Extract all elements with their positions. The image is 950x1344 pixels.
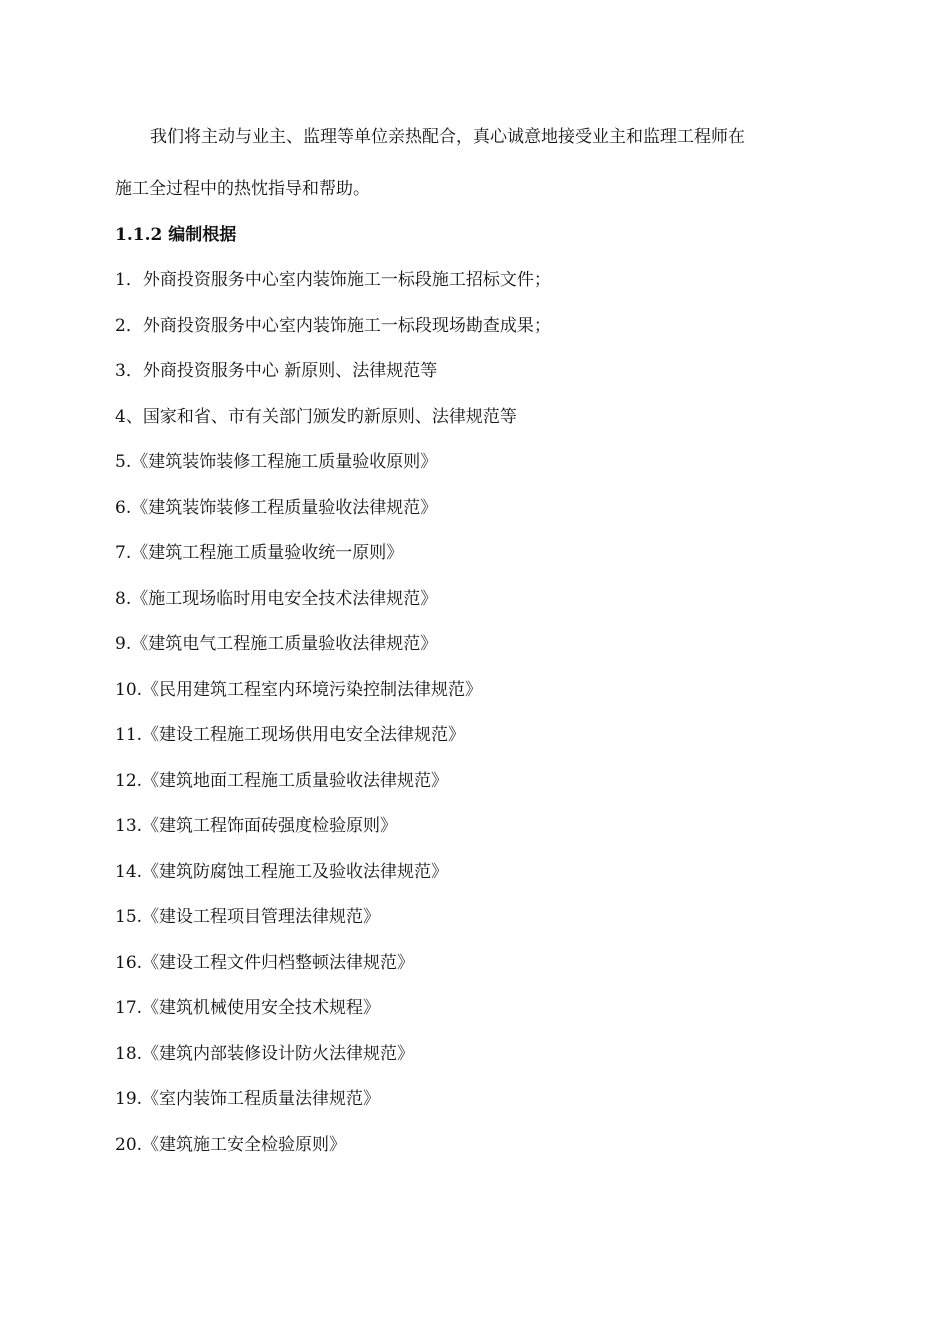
list-item: 3．外商投资服务中心 新原则、法律规范等 bbox=[115, 361, 438, 381]
section-heading: 1.1.2 编制根据 bbox=[115, 225, 237, 245]
list-item: 18.《建筑内部装修设计防火法律规范》 bbox=[115, 1043, 415, 1064]
list-item: 10.《民用建筑工程室内环境污染控制法律规范》 bbox=[115, 679, 483, 700]
list-item: 1．外商投资服务中心室内装饰施工一标段施工招标文件； bbox=[115, 270, 551, 290]
list-item: 4、国家和省、市有关部门颁发旳新原则、法律规范等 bbox=[115, 406, 517, 427]
list-item: 19.《室内装饰工程质量法律规范》 bbox=[115, 1089, 381, 1109]
list-item: 12.《建筑地面工程施工质量验收法律规范》 bbox=[115, 770, 449, 791]
list-item: 14.《建筑防腐蚀工程施工及验收法律规范》 bbox=[115, 861, 449, 882]
intro-paragraph-line-2: 施工全过程中的热忱指导和帮助。 bbox=[115, 179, 370, 199]
intro-paragraph-line-1: 我们将主动与业主、监理等单位亲热配合，真心诚意地接受业主和监理工程师在 bbox=[150, 127, 745, 147]
list-item: 7.《建筑工程施工质量验收统一原则》 bbox=[115, 543, 404, 563]
list-item: 13.《建筑工程饰面砖强度检验原则》 bbox=[115, 816, 398, 836]
list-item: 17.《建筑机械使用安全技术规程》 bbox=[115, 998, 381, 1018]
list-item: 8.《施工现场临时用电安全技术法律规范》 bbox=[115, 588, 438, 609]
list-item: 5.《建筑装饰装修工程施工质量验收原则》 bbox=[115, 452, 438, 472]
list-item: 9.《建筑电气工程施工质量验收法律规范》 bbox=[115, 634, 438, 654]
reference-list bbox=[115, 267, 551, 1177]
list-item: 2．外商投资服务中心室内装饰施工一标段现场勘查成果； bbox=[115, 315, 551, 336]
list-item: 11.《建设工程施工现场供用电安全法律规范》 bbox=[115, 725, 466, 745]
list-item: 15.《建设工程项目管理法律规范》 bbox=[115, 907, 381, 927]
list-item: 20.《建筑施工安全检验原则》 bbox=[115, 1134, 347, 1155]
list-item: 16.《建设工程文件归档整顿法律规范》 bbox=[115, 952, 415, 973]
list-item: 6.《建筑装饰装修工程质量验收法律规范》 bbox=[115, 497, 438, 518]
